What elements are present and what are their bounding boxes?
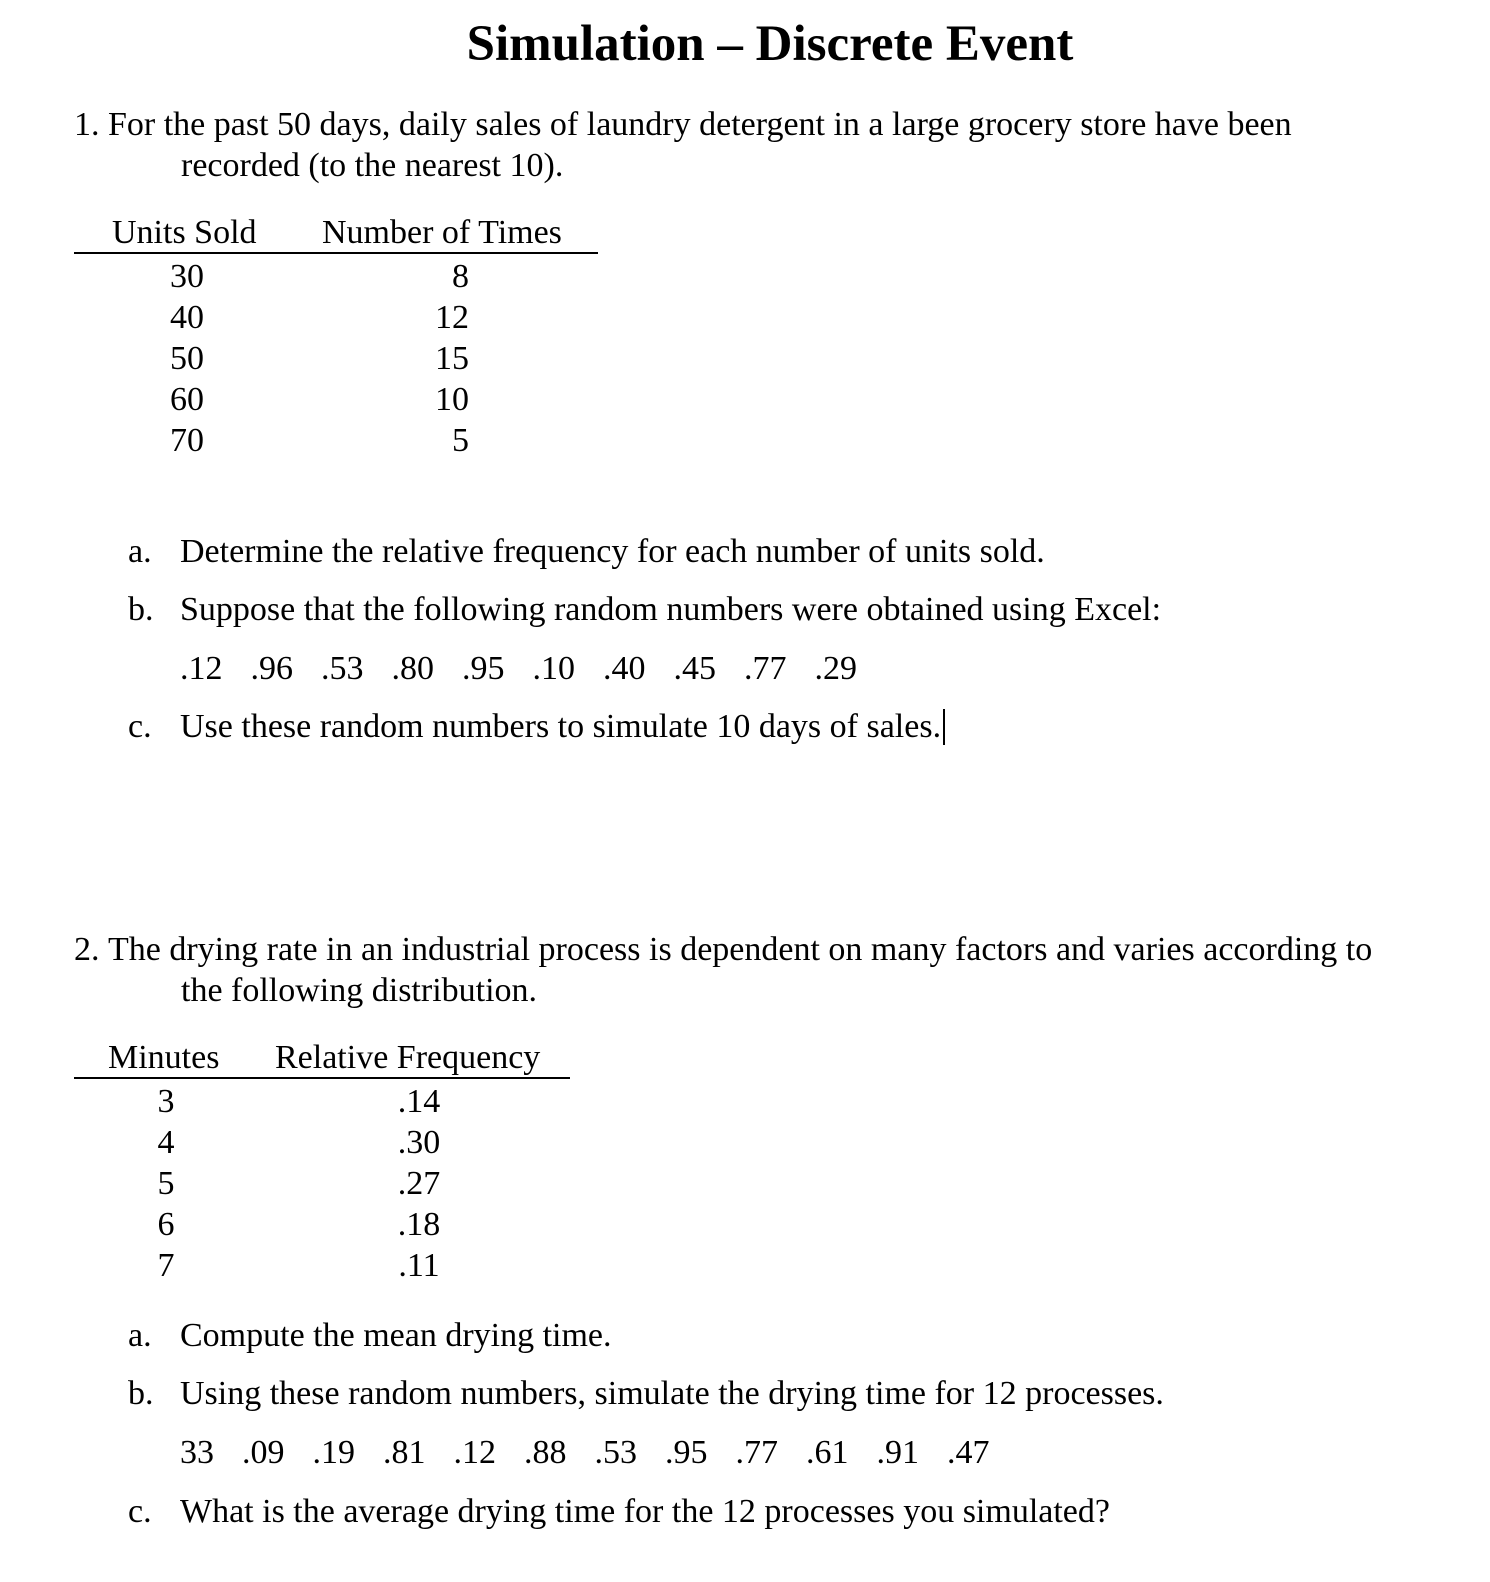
random-number: .40 (603, 650, 646, 687)
random-number: .19 (312, 1434, 355, 1471)
table-cell: 5 (452, 422, 469, 459)
part-letter: b. (128, 591, 154, 628)
random-number: .45 (673, 650, 716, 687)
question-1-part-b (128, 589, 1328, 631)
question-text-line: For the past 50 days, daily sales of laundry detergent in a large grocery store have been (108, 106, 1292, 143)
table-cell: 8 (452, 258, 469, 295)
table-cell: 6 (157, 1206, 175, 1243)
part-letter: a. (128, 533, 152, 570)
question-2-part-c (128, 1491, 1328, 1533)
drying-time-table (74, 1037, 570, 1287)
table-cell: 30 (170, 258, 204, 295)
random-number: .29 (814, 650, 857, 687)
table-cell: .30 (397, 1124, 441, 1161)
random-number: .53 (321, 650, 364, 687)
table-cell: 15 (435, 340, 469, 377)
random-number: .10 (532, 650, 575, 687)
table-cell: 4 (157, 1124, 175, 1161)
table-cell: 5 (157, 1165, 175, 1202)
table-cell: 10 (435, 381, 469, 418)
part-letter: c. (128, 708, 152, 745)
part-text: Suppose that the following random numbers were obtained using Excel: (180, 591, 1162, 628)
random-number: .12 (453, 1434, 496, 1471)
question-1-part-c (128, 706, 1328, 748)
random-number: .91 (876, 1434, 919, 1471)
units-sold-table (74, 212, 598, 462)
question-text-line: recorded (to the nearest 10). (181, 147, 564, 184)
question-text-line: the following distribution. (181, 972, 538, 1009)
table-cell: 60 (170, 381, 204, 418)
table-cell: .27 (397, 1165, 441, 1202)
random-number: .96 (250, 650, 293, 687)
table-cell: 7 (157, 1247, 175, 1284)
table-cell: 12 (435, 299, 469, 336)
random-number: .77 (744, 650, 787, 687)
part-text: Use these random numbers to simulate 10 days of sales. (180, 708, 942, 745)
random-number: .77 (735, 1434, 778, 1471)
question-1-prompt (74, 104, 1474, 188)
part-text: Using these random numbers, simulate the drying time for 12 processes. (180, 1375, 1164, 1412)
table-header: Units Sold (112, 214, 257, 251)
random-number: .12 (180, 650, 223, 687)
random-number: 33 (180, 1434, 214, 1471)
random-number-list (180, 648, 885, 690)
question-number: 1. (74, 106, 100, 143)
table-cell: 50 (170, 340, 204, 377)
question-1-part-a (128, 531, 1328, 573)
random-number: .95 (665, 1434, 708, 1471)
random-number-list (180, 1432, 1018, 1474)
random-number: .09 (242, 1434, 285, 1471)
part-text: Determine the relative frequency for each number of units sold. (180, 533, 1045, 570)
part-letter: a. (128, 1317, 152, 1354)
table-header: Minutes (108, 1039, 220, 1076)
part-text-wrapper (180, 706, 945, 748)
table-cell: .14 (397, 1083, 441, 1120)
table-cell: .11 (398, 1247, 440, 1284)
table-header: Relative Frequency (275, 1039, 541, 1076)
table-rule (74, 252, 598, 254)
question-2-part-b (128, 1373, 1328, 1415)
question-2-part-a (128, 1315, 1328, 1357)
question-number: 2. (74, 931, 100, 968)
random-number: .88 (524, 1434, 567, 1471)
table-cell: 3 (157, 1083, 175, 1120)
random-number: .53 (594, 1434, 637, 1471)
random-number: .95 (462, 650, 505, 687)
page-title: Simulation – Discrete Event (466, 16, 1074, 72)
random-number: .47 (947, 1434, 990, 1471)
question-2-prompt (74, 929, 1484, 1013)
random-number: .80 (391, 650, 434, 687)
text-cursor (943, 709, 945, 745)
table-rule (74, 1077, 570, 1079)
part-letter: c. (128, 1493, 152, 1530)
part-text: What is the average drying time for the 12 processes you simulated? (180, 1493, 1110, 1530)
question-text-line: The drying rate in an industrial process is dependent on many factors and varies according to (108, 931, 1373, 968)
part-text: Compute the mean drying time. (180, 1317, 612, 1354)
table-cell: 70 (170, 422, 204, 459)
part-letter: b. (128, 1375, 154, 1412)
table-header: Number of Times (322, 214, 562, 251)
random-number: .61 (806, 1434, 849, 1471)
table-cell: 40 (170, 299, 204, 336)
table-cell: .18 (397, 1206, 441, 1243)
random-number: .81 (383, 1434, 426, 1471)
